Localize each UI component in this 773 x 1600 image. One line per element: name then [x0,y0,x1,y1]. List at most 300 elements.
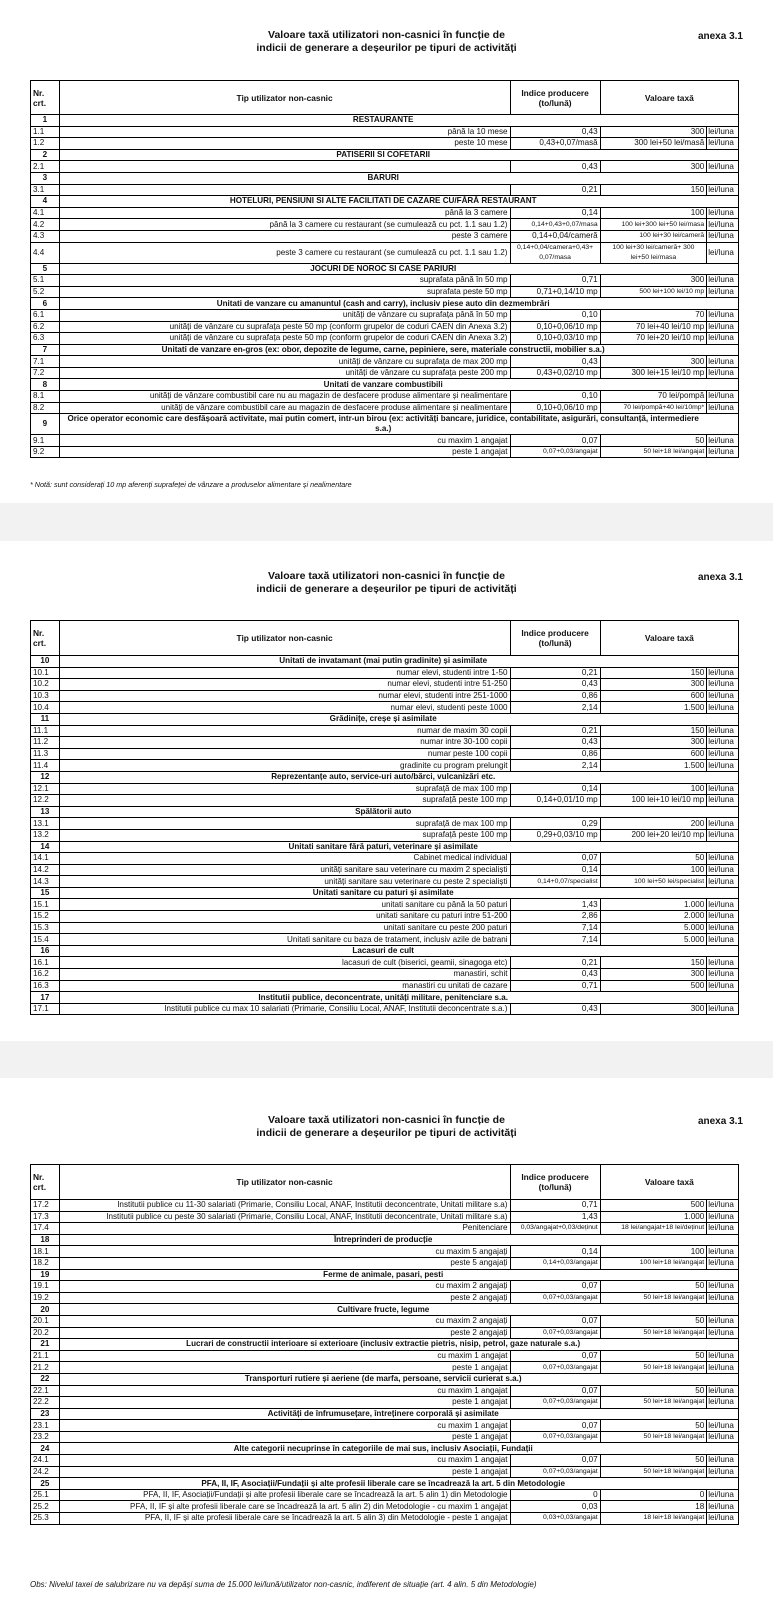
row-number: 17.4 [31,1223,60,1235]
table-row [31,333,739,345]
row-description: numar peste 100 copii [59,748,510,760]
section-number: 3 [31,172,60,184]
row-number: 5.1 [31,275,60,287]
row-index: 0,71 [510,1200,600,1212]
table-row [31,207,739,219]
row-description: peste 2 angajați [59,1292,510,1304]
row-description: gradinite cu program prelungit [59,760,510,772]
row-unit: lei/luna [707,391,739,403]
row-description: suprafata până în 50 mp [59,275,510,287]
table-row [31,1420,739,1432]
row-index: 0,10 [510,391,600,403]
row-number: 6.1 [31,309,60,321]
table-row [31,876,739,888]
row-description: până la 3 camere cu restaurant (se cumulează cu pct. 1.1 sau 1.2) [59,219,510,231]
table-row [31,922,739,934]
table-row [31,138,739,150]
row-description: până la 10 mese [59,126,510,138]
row-unit: lei/luna [707,1315,739,1327]
table-row [31,899,739,911]
table-row [31,1211,739,1223]
section-spacer [707,713,739,725]
row-value: 300 [600,161,707,173]
row-unit: lei/luna [707,690,739,702]
section-header-row [31,1234,739,1246]
row-index: 0,29+0,03/10 mp [510,829,600,841]
row-unit: lei/luna [707,783,739,795]
section-spacer [707,1408,739,1420]
section-spacer [707,149,739,161]
row-unit: lei/luna [707,760,739,772]
section-number: 1 [31,115,60,127]
row-unit: lei/luna [707,1223,739,1235]
row-description: Cabinet medical individual [59,853,510,865]
row-index: 0,07+0,03/angajat [510,1292,600,1304]
row-index: 1,43 [510,1211,600,1223]
section-header-row [31,379,739,391]
section-number: 12 [31,771,60,783]
row-index: 0,07 [510,1315,600,1327]
section-spacer [707,379,739,391]
section-title: Întreprinderi de producție [59,1234,707,1246]
row-value: 600 [600,690,707,702]
table-row [31,402,739,414]
annex-label: anexa 3.1 [697,572,743,583]
row-index: 0,14+0,04/camera+0,43+ 0,07/masa [510,242,600,263]
row-index: 0,07+0,03/angajat [510,1397,600,1409]
section-number: 19 [31,1269,60,1281]
row-value: 0 [600,1489,707,1501]
title-line-2: indicii de generare a deșeurilor pe tipuri de activități [256,42,517,54]
row-index: 0,14+0,07/specialist [510,876,600,888]
table-row [31,783,739,795]
column-header-nr: Nr. crt. [31,621,60,656]
row-index: 0,43 [510,126,600,138]
row-description: numar elevi, studenti peste 1000 [59,702,510,714]
row-number: 19.1 [31,1281,60,1293]
row-description: manastiri cu unitati de cazare [59,980,510,992]
row-number: 15.4 [31,934,60,946]
row-description: peste 1 angajat [59,1362,510,1374]
table-row [31,1501,739,1513]
section-title: JOCURI DE NOROC SI CASE PARIURI [59,263,707,275]
page-3 [0,1078,773,1600]
column-header-nr: Nr. crt. [31,81,60,115]
row-value: 70 lei/pompă [600,391,707,403]
row-index: 0,14+0,43+0,07/masa [510,219,600,231]
section-number: 14 [31,841,60,853]
row-description: unități de vânzare cu suprafața peste 200 mp [59,367,510,379]
row-index: 0,14 [510,1246,600,1258]
table-row [31,219,739,231]
row-unit: lei/luna [707,748,739,760]
section-number: 13 [31,806,60,818]
row-unit: lei/luna [707,1420,739,1432]
row-index: 0,14 [510,864,600,876]
table-row [31,446,739,458]
row-description: peste 1 angajat [59,1431,510,1443]
row-value: 300 [600,126,707,138]
row-index: 0,14 [510,783,600,795]
row-unit: lei/luna [707,1397,739,1409]
row-index: 0,43 [510,356,600,368]
row-index: 1,43 [510,899,600,911]
table-row [31,679,739,691]
section-number: 25 [31,1478,60,1490]
title-line-2: indicii de generare a deșeurilor pe tipuri de activități [256,1127,517,1139]
row-description: unități de vânzare cu suprafața peste 50 mp (conform grupelor de coduri CAEN din Anexa 3.2) [59,333,510,345]
row-value: 200 lei+20 lei/10 mp [600,829,707,841]
table-row [31,275,739,287]
section-title: Unitati de vanzare cu amanuntul (cash and carry), inclusiv piese auto din dezmembrări [59,298,707,310]
row-unit: lei/luna [707,138,739,150]
table-row [31,1327,739,1339]
row-index: 0,07+0,03/angajat [510,1431,600,1443]
row-index: 0,21 [510,725,600,737]
row-unit: lei/luna [707,309,739,321]
table-row [31,230,739,242]
row-value: 100 lei+30 lei/cameră [600,230,707,242]
section-spacer [707,806,739,818]
row-unit: lei/luna [707,207,739,219]
row-index: 2,14 [510,702,600,714]
table-row [31,957,739,969]
section-number: 5 [31,263,60,275]
row-number: 7.2 [31,367,60,379]
section-title: BARURI [59,172,707,184]
row-number: 15.2 [31,911,60,923]
row-unit: lei/luna [707,1431,739,1443]
row-description: cu maxim 1 angajat [59,1350,510,1362]
section-header-row [31,887,739,899]
section-spacer [707,115,739,127]
row-number: 1.1 [31,126,60,138]
row-value: 100 lei+30 lei/cameră+ 300 lei+50 lei/masa [600,242,707,263]
row-index: 0,10+0,06/10 mp [510,402,600,414]
row-number: 18.1 [31,1246,60,1258]
row-value: 50 [600,1315,707,1327]
row-value: 1.000 [600,1211,707,1223]
row-description: numar de maxim 30 copii [59,725,510,737]
row-number: 4.4 [31,242,60,263]
title-line-2: indicii de generare a deșeurilor pe tipuri de activități [256,583,517,595]
row-index: 0,86 [510,690,600,702]
row-value: 18 lei+18 lei/angajat [600,1513,707,1525]
section-header-row [31,1304,739,1316]
section-spacer [707,414,739,435]
section-header-row [31,841,739,853]
row-unit: lei/luna [707,853,739,865]
annex-label: anexa 3.1 [697,1116,743,1127]
row-value: 50 lei+18 lei/angajat [600,1292,707,1304]
row-value: 1.500 [600,702,707,714]
row-description: unități de vânzare cu suprafața până în 50 mp [59,309,510,321]
column-header-value: Valoare taxă [600,81,738,115]
row-value: 50 [600,435,707,447]
table-row [31,690,739,702]
row-index: 2,86 [510,911,600,923]
observation-note: Obs: Nivelul taxei de salubrizare nu va depăși suma de 15.000 lei/lună/utilizator non-casnic, indiferent de situație (art. 4 alin. 5 din Metodologie) [30,1580,537,1589]
row-number: 4.3 [31,230,60,242]
table-row [31,702,739,714]
row-index: 0,03/angajat+0,03/deținut [510,1223,600,1235]
row-number: 11.4 [31,760,60,772]
row-index: 0,71 [510,275,600,287]
row-value: 50 [600,1455,707,1467]
section-title: Unitati de vanzare combustibili [59,379,707,391]
section-header-row [31,263,739,275]
row-number: 4.1 [31,207,60,219]
row-value: 2.000 [600,911,707,923]
table-row [31,748,739,760]
table-row [31,1350,739,1362]
row-number: 11.3 [31,748,60,760]
row-value: 150 [600,725,707,737]
row-index: 0,21 [510,184,600,196]
row-unit: lei/luna [707,1513,739,1525]
row-index: 0,03+0,03/angajat [510,1513,600,1525]
row-index: 0,43 [510,969,600,981]
row-description: peste 2 angajați [59,1327,510,1339]
table-row [31,1362,739,1374]
row-unit: lei/luna [707,1489,739,1501]
section-number: 17 [31,992,60,1004]
row-number: 16.1 [31,957,60,969]
row-value: 500 lei+100 lei/10 mp [600,286,707,298]
row-unit: lei/luna [707,1257,739,1269]
row-description: PFA, II, IF, Asociații/Fundații și alte profesii liberale care se încadrează la art. 5 alin 1) din Metodologie [59,1489,510,1501]
section-title: Activități de înfrumusețare, întreținere corporală și asimilate [59,1408,707,1420]
column-header-type: Tip utilizator non-casnic [59,621,510,656]
section-title: Reprezentanțe auto, service-uri auto/bărci, vulcanizări etc. [59,771,707,783]
section-title: Unitati de vanzare en-gros (ex: obor, depozite de legume, carne, pepiniere, sere, materiale constructii, mobilier s.a.) [59,344,707,356]
row-index: 0,71 [510,980,600,992]
page-1 [0,0,773,503]
section-header-row [31,1339,739,1351]
row-description: peste 1 angajat [59,1466,510,1478]
row-description: suprafață peste 100 mp [59,829,510,841]
section-number: 9 [31,414,60,435]
row-description: cu maxim 1 angajat [59,435,510,447]
section-title: Institutii publice, deconcentrate, unități militare, penitenciare s.a. [59,992,707,1004]
row-index: 0,43 [510,1003,600,1015]
row-index: 0,07+0,03/angajat [510,1466,600,1478]
row-number: 16.3 [31,980,60,992]
row-number: 15.1 [31,899,60,911]
row-description: PFA, II, IF și alte profesii liberale care se încadrează la art. 5 alin 2) din Metodologie - cu maxim 1 angajat [59,1501,510,1513]
section-spacer [707,887,739,899]
row-index: 0,14+0,04/cameră [510,230,600,242]
row-value: 50 [600,853,707,865]
row-unit: lei/luna [707,1003,739,1015]
table-row [31,1223,739,1235]
table-row [31,286,739,298]
section-title: HOTELURI, PENSIUNI SI ALTE FACILITATI DE CAZARE CU/FĂRĂ RESTAURANT [59,196,707,208]
row-number: 5.2 [31,286,60,298]
section-spacer [707,771,739,783]
row-description: peste 1 angajat [59,1397,510,1409]
row-description: unități de vânzare combustibil care au magazin de desfacere produse alimentare și nealimentare [59,402,510,414]
row-unit: lei/luna [707,286,739,298]
row-number: 12.2 [31,795,60,807]
row-number: 1.2 [31,138,60,150]
section-number: 20 [31,1304,60,1316]
section-spacer [707,841,739,853]
column-header-value: Valoare taxă [600,1165,738,1200]
row-index: 0,07 [510,853,600,865]
table-row [31,1003,739,1015]
row-number: 6.2 [31,321,60,333]
section-title: Spălătorii auto [59,806,707,818]
row-index: 0,14+0,01/10 mp [510,795,600,807]
table-row [31,1466,739,1478]
row-unit: lei/luna [707,446,739,458]
section-header-row [31,1269,739,1281]
column-header-type: Tip utilizator non-casnic [59,1165,510,1200]
row-number: 2.1 [31,161,60,173]
section-header-row [31,172,739,184]
row-description: unități de vânzare cu suprafața de max 200 mp [59,356,510,368]
row-index: 0,03 [510,1501,600,1513]
row-number: 20.2 [31,1327,60,1339]
row-number: 11.2 [31,737,60,749]
row-unit: lei/luna [707,1362,739,1374]
title-line-1: Valoare taxă utilizatori non-casnici în funcție de [268,570,505,582]
row-description: unități de vânzare cu suprafața peste 50 mp (conform grupelor de coduri CAEN din Anexa 3.2) [59,321,510,333]
table-row [31,864,739,876]
row-number: 23.1 [31,1420,60,1432]
section-header-row [31,806,739,818]
page-title [0,1114,773,1140]
section-number: 15 [31,887,60,899]
row-description: cu maxim 2 angajați [59,1281,510,1293]
row-value: 300 lei+50 lei/masă [600,138,707,150]
row-value: 50 lei+18 lei/angajat [600,446,707,458]
row-value: 100 [600,207,707,219]
row-index: 0,07 [510,1455,600,1467]
row-description: până la 3 camere [59,207,510,219]
column-header-index: Indice producere (to/lună) [510,81,600,115]
row-number: 25.1 [31,1489,60,1501]
row-value: 5.000 [600,922,707,934]
row-number: 7.1 [31,356,60,368]
row-value: 18 [600,1501,707,1513]
section-header-row [31,298,739,310]
row-value: 100 lei+18 lei/angajat [600,1257,707,1269]
row-number: 8.2 [31,402,60,414]
row-description: numar elevi, studenti intre 51-250 [59,679,510,691]
row-value: 18 lei/angajat+18 lei/deținut [600,1223,707,1235]
row-unit: lei/luna [707,1246,739,1258]
row-index: 0,10 [510,309,600,321]
table-row [31,1281,739,1293]
section-spacer [707,1234,739,1246]
section-spacer [707,1443,739,1455]
row-number: 24.2 [31,1466,60,1478]
table-row [31,911,739,923]
row-description: Institutii publice cu 11-30 salariati (Primarie, Consiliu Local, ANAF, Institutii deconcentrate, Unitati militare s.a) [59,1200,510,1212]
table-row [31,161,739,173]
section-title: PFA, II, IF, Asociații/Fundații și alte profesii liberale care se încadrează la art. 5 din Metodologie [59,1478,707,1490]
row-unit: lei/luna [707,667,739,679]
row-unit: lei/luna [707,679,739,691]
row-description: Institutii publice cu peste 30 salariati (Primarie, Consiliu Local, ANAF, Institutii deconcentrate, Unitati militare s.a) [59,1211,510,1223]
table-row [31,367,739,379]
section-number: 8 [31,379,60,391]
row-description: cu maxim 1 angajat [59,1385,510,1397]
table-row [31,760,739,772]
row-unit: lei/luna [707,1501,739,1513]
row-value: 300 [600,1003,707,1015]
section-number: 24 [31,1443,60,1455]
row-unit: lei/luna [707,1327,739,1339]
table-row [31,980,739,992]
row-unit: lei/luna [707,969,739,981]
section-number: 18 [31,1234,60,1246]
row-description: Penitenciare [59,1223,510,1235]
row-description: suprafață de max 100 mp [59,818,510,830]
row-unit: lei/luna [707,356,739,368]
row-unit: lei/luna [707,1466,739,1478]
column-header-index: Indice producere (to/lună) [510,621,600,656]
row-value: 100 [600,783,707,795]
section-header-row [31,656,739,668]
row-unit: lei/luna [707,435,739,447]
section-header-row [31,992,739,1004]
row-index: 0,86 [510,748,600,760]
row-unit: lei/luna [707,1281,739,1293]
section-spacer [707,1373,739,1385]
column-header-value: Valoare taxă [600,621,738,656]
section-number: 22 [31,1373,60,1385]
column-header-nr: Nr. crt. [31,1165,60,1200]
section-header-row [31,1373,739,1385]
row-number: 14.1 [31,853,60,865]
row-number: 24.1 [31,1455,60,1467]
section-number: 7 [31,344,60,356]
row-unit: lei/luna [707,1385,739,1397]
section-spacer [707,945,739,957]
section-title: Alte categorii necuprinse în categoriile de mai sus, inclusiv Asociații, Fundații [59,1443,707,1455]
table-body-page-2 [31,656,739,1015]
table-row [31,1257,739,1269]
row-unit: lei/luna [707,161,739,173]
row-description: unitati sanitare cu paturi intre 51-200 [59,911,510,923]
row-value: 500 [600,980,707,992]
row-number: 10.1 [31,667,60,679]
table-row [31,829,739,841]
row-number: 20.1 [31,1315,60,1327]
row-description: unități sanitare sau veterinare cu peste 2 specialiști [59,876,510,888]
page-title [0,570,773,596]
row-number: 21.2 [31,1362,60,1374]
row-unit: lei/luna [707,184,739,196]
row-value: 70 lei/pompă+40 lei/10mp* [600,402,707,414]
section-title: Lucrari de constructii interioare si exterioare (inclusiv extractie pietris, nisip, petrol, gaze naturale s.a.) [59,1339,707,1351]
section-spacer [707,1339,739,1351]
row-value: 1.000 [600,899,707,911]
row-unit: lei/luna [707,911,739,923]
section-title: Ferme de animale, pasari, pesti [59,1269,707,1281]
row-value: 100 [600,1246,707,1258]
row-value: 1.500 [600,760,707,772]
row-description: numar intre 30-100 copii [59,737,510,749]
section-title: Unitati sanitare fără paturi, veterinare și asimilate [59,841,707,853]
row-description: unitati sanitare cu până la 50 paturi [59,899,510,911]
row-index: 0,07+0,03/angajat [510,1327,600,1339]
row-unit: lei/luna [707,333,739,345]
row-unit: lei/luna [707,219,739,231]
